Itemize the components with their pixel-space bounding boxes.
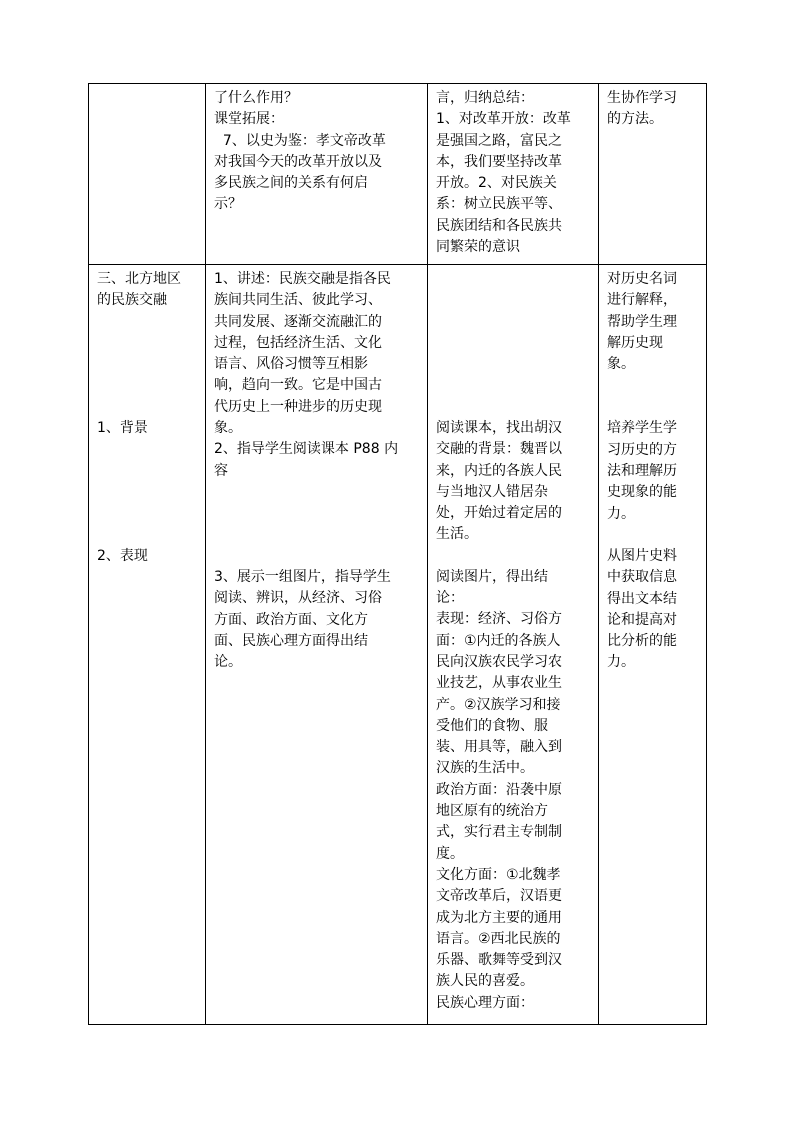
text-line: 处，开始过着定居的 <box>436 505 562 522</box>
table-row <box>89 84 707 265</box>
text-line: 容 <box>214 462 228 479</box>
text-line: 文帝改革后，汉语更 <box>436 888 562 905</box>
text-line: 来，内迁的各族人民 <box>436 462 562 479</box>
cell-r1-c3 <box>428 84 599 265</box>
text-line: 多民族之间的关系有何启 <box>214 175 368 192</box>
text-line: 民族团结和各民族共 <box>436 217 562 234</box>
text-line: 2、指导学生阅读课本 P88 内 <box>214 441 399 458</box>
section-heading: 三、北方地区 <box>97 271 181 287</box>
text-line: 同繁荣的意识 <box>436 239 520 256</box>
text-line: 语言。②西北民族的 <box>436 930 561 947</box>
text-line: 面：①内迁的各族人 <box>436 632 561 649</box>
table-row <box>89 265 707 1025</box>
text-line: 3、展示一组图片，指导学生 <box>214 568 391 585</box>
text-line: 语言、风俗习惯等互相影 <box>214 356 368 373</box>
text-line: 政治方面：沿袭中原 <box>436 781 562 798</box>
cell-r1-c2 <box>206 84 428 265</box>
text-line: 生活。 <box>436 526 478 543</box>
text-line: 业技艺，从事农业生 <box>436 675 562 692</box>
text-line: 言，归纳总结： <box>436 90 534 106</box>
text-line: 本，我们要坚持改革 <box>436 153 562 170</box>
text-line: 法和理解历 <box>607 463 677 480</box>
cell-r2-c2 <box>206 265 428 1025</box>
text-line: 与当地汉人错居杂 <box>436 483 548 500</box>
text-line: 民族心理方面： <box>436 994 534 1011</box>
text-line: 民向汉族农民学习农 <box>436 653 562 670</box>
text-line: 汉族的生活中。 <box>436 760 534 777</box>
text-line: 得出文本结 <box>607 590 677 607</box>
text-line: 阅读、辨识，从经济、习俗 <box>214 590 382 607</box>
text-line: 受他们的食物、服 <box>436 717 548 734</box>
text-line: 了什么作用？ <box>214 90 298 106</box>
text-line: 式，实行君主专制制 <box>436 824 562 841</box>
cell-r2-c1 <box>89 265 206 1025</box>
text-line: 7、以史为鉴：孝文帝改革 <box>214 132 386 149</box>
cell-r2-c4 <box>599 265 707 1025</box>
lesson-plan-table <box>88 83 707 1025</box>
subsection-background: 1、背景 <box>97 419 148 436</box>
text-line: 系：树立民族平等、 <box>436 196 562 213</box>
text-line: 解历史现 <box>607 334 663 351</box>
text-line: 论和提高对 <box>607 611 677 628</box>
text-line: 1、讲述：民族交融是指各民 <box>214 271 391 287</box>
text-line: 阅读课本，找出胡汉 <box>436 420 562 436</box>
text-line: 生协作学习 <box>607 90 677 106</box>
text-line: 从图片史料 <box>607 547 677 564</box>
text-line: 是强国之路，富民之 <box>436 132 562 149</box>
text-line: 象。 <box>607 356 635 373</box>
text-line: 培养学生学 <box>607 420 677 437</box>
text-line: 论。 <box>214 654 242 671</box>
text-line: 代历史上一种进步的历史现 <box>214 398 382 415</box>
text-line: 产。②汉族学习和接 <box>436 696 561 713</box>
text-line: 响，趋向一致。它是中国古 <box>214 377 382 394</box>
text-line: 交融的背景：魏晋以 <box>436 441 562 458</box>
text-line: 装、用具等，融入到 <box>436 739 562 756</box>
text-line: 对我国今天的改革开放以及 <box>214 153 382 170</box>
text-line: 进行解释， <box>607 292 677 309</box>
text-line: 论： <box>436 590 464 607</box>
text-line: 力。 <box>607 654 635 671</box>
text-line: 习历史的方 <box>607 441 677 458</box>
cell-r1-c1 <box>89 84 206 265</box>
text-line: 帮助学生理 <box>607 313 677 330</box>
text-line: 中获取信息 <box>607 569 677 586</box>
text-line: 的方法。 <box>607 111 663 128</box>
cell-r2-c3 <box>428 265 599 1025</box>
text-line: 度。 <box>436 845 464 862</box>
text-line: 乐器、歌舞等受到汉 <box>436 952 562 969</box>
text-line: 开放。2、对民族关 <box>436 175 557 192</box>
cell-r1-c4 <box>599 84 707 265</box>
text-line: 1、对改革开放：改革 <box>436 111 571 128</box>
text-line: 象。 <box>214 420 242 437</box>
section-heading: 的民族交融 <box>97 292 167 309</box>
text-line: 面、民族心理方面得出结 <box>214 632 368 649</box>
text-line: 对历史名词 <box>607 271 677 287</box>
text-line: 过程，包括经济生活、文化 <box>214 334 382 351</box>
text-line: 成为北方主要的通用 <box>436 909 562 926</box>
text-line: 方面、政治方面、文化方 <box>214 611 368 628</box>
text-line: 族间共同生活、彼此学习、 <box>214 292 382 309</box>
text-line: 力。 <box>607 505 635 522</box>
text-line: 示？ <box>214 196 242 213</box>
text-line: 史现象的能 <box>607 484 677 501</box>
text-line: 课堂拓展： <box>214 111 284 128</box>
text-line: 共同发展、逐渐交流融汇的 <box>214 313 382 330</box>
text-line: 族人民的喜爱。 <box>436 973 534 990</box>
subsection-manifestation: 2、表现 <box>97 547 148 564</box>
text-line: 表现：经济、习俗方 <box>436 611 562 628</box>
text-line: 地区原有的统治方 <box>436 803 548 820</box>
text-line: 阅读图片，得出结 <box>436 568 548 585</box>
text-line: 比分析的能 <box>607 633 677 650</box>
text-line: 文化方面：①北魏孝 <box>436 866 561 883</box>
